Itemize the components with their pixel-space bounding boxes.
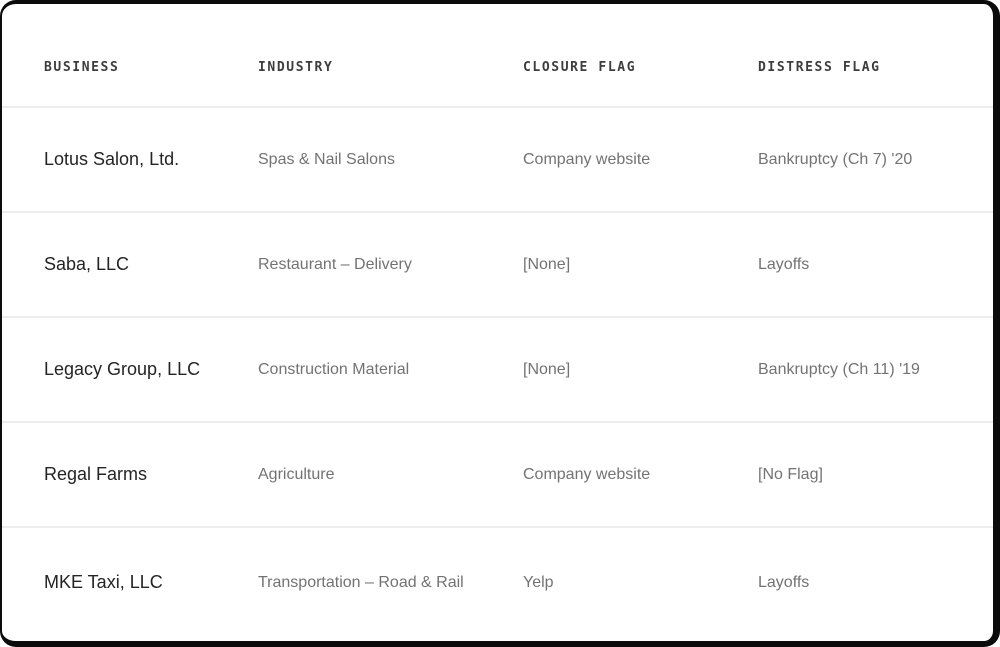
cell-industry: Agriculture: [258, 465, 335, 483]
cell-industry: Construction Material: [258, 360, 410, 378]
cell-distress-flag: Layoffs: [758, 573, 810, 591]
table-row: [2, 421, 993, 526]
cell-business: Saba, LLC: [44, 254, 130, 274]
cell-industry: Transportation – Road & Rail: [258, 573, 464, 591]
cell-closure-flag: [None]: [523, 360, 571, 378]
cell-closure-flag: Company website: [523, 465, 651, 483]
cell-distress-flag: Bankruptcy (Ch 11) '19: [758, 360, 920, 378]
cell-business: Lotus Salon, Ltd.: [44, 149, 180, 169]
table-body: [2, 106, 993, 637]
table-row: [2, 316, 993, 421]
column-header-business: BUSINESS: [44, 59, 120, 75]
column-header-distress-flag: DISTRESS FLAG: [758, 59, 881, 75]
column-header-industry: INDUSTRY: [258, 59, 334, 75]
cell-industry: Restaurant – Delivery: [258, 255, 412, 273]
cell-business: MKE Taxi, LLC: [44, 572, 163, 592]
table-row: [2, 211, 993, 316]
table-row: [2, 526, 993, 637]
cell-closure-flag: Company website: [523, 150, 651, 168]
table-header-row: [2, 4, 993, 106]
cell-distress-flag: Layoffs: [758, 255, 810, 273]
cell-distress-flag: Bankruptcy (Ch 7) '20: [758, 150, 913, 168]
column-header-closure-flag: CLOSURE FLAG: [523, 59, 637, 75]
cell-business: Regal Farms: [44, 464, 148, 484]
cell-closure-flag: Yelp: [523, 573, 554, 591]
cell-industry: Spas & Nail Salons: [258, 150, 395, 168]
cell-distress-flag: [No Flag]: [758, 465, 823, 483]
cell-closure-flag: [None]: [523, 255, 571, 273]
table-row: [2, 106, 993, 211]
cell-business: Legacy Group, LLC: [44, 359, 201, 379]
